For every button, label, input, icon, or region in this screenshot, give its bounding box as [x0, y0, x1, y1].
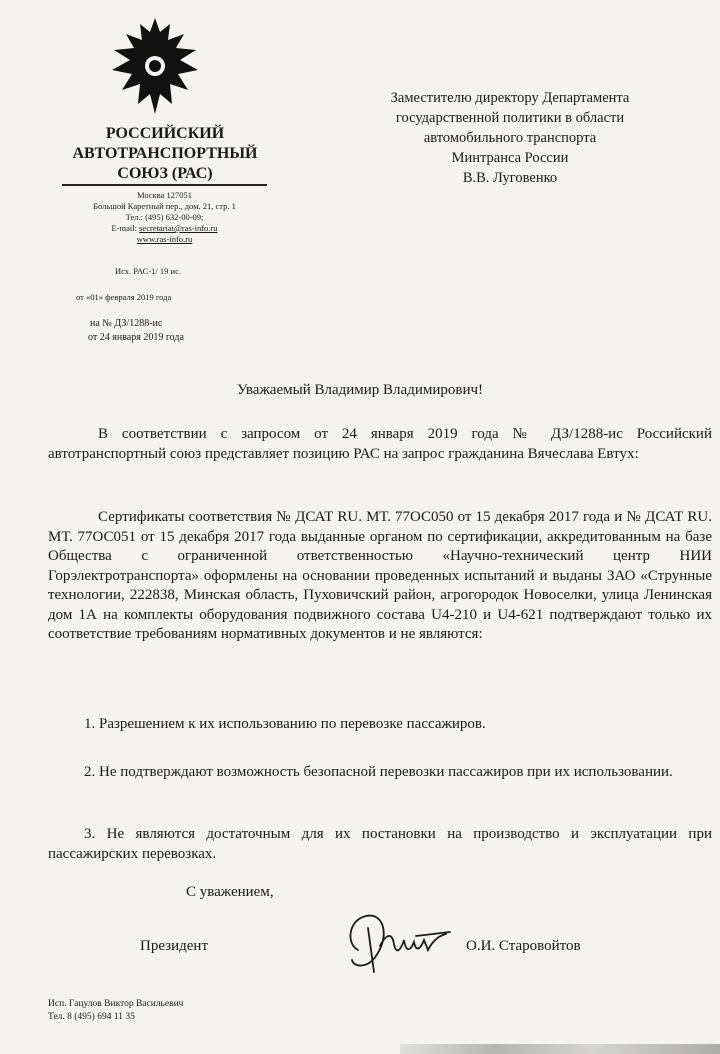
website-link[interactable]: www.ras-info.ru — [136, 234, 193, 244]
recipient-line2: государственной политики в области — [395, 110, 625, 126]
org-name-line1: РОССИЙСКИЙ — [105, 125, 225, 142]
reply-to-number: на № ДЗ/1288-ис — [90, 318, 163, 329]
salutation: Уважаемый Владимир Владимирович! — [236, 382, 484, 398]
outgoing-number: Исх. РАС-1/ 19 ис. — [115, 266, 181, 276]
executor-name: Исп. Гацулов Виктор Васильевич — [48, 999, 184, 1009]
contact-block — [62, 190, 267, 245]
org-name-line3: СОЮЗ (РАС) — [117, 165, 213, 182]
org-name-line2: АВТОТРАНСПОРТНЫЙ — [72, 145, 258, 162]
body-paragraph-1: В соответствии с запросом от 24 января 2019 года № ДЗ/1288-ис Российский автотранспортный союз представляет позицию РАС на запрос гражданина Вячеслава Евтух: — [48, 426, 712, 462]
body-paragraph-2: Сертификаты соответствия № ДСАТ RU. МТ. 77ОС050 от 15 декабря 2017 года и № ДСАТ RU. МТ. 77ОС051 от 15 декабря 2017 года выданные органом по сертификации, аккредитованным на базе Общества с ограниченной ответственностью «Научно-технический центр НИИ Горэлектротранспорта» оформлены на основании проведенных испытаний и выданы ЗАО «Струнные технологии, 222838, Минская область, Пуховичский район, агрогородок Новоселки, улица Ленинская дом 1А на комплекты оборудования подвижного состава U4-210 и U4-621 подтверждают только их соответствие требованиям нормативных документов и не являются: — [48, 509, 712, 642]
email-link[interactable]: secretariat@ras-info.ru — [139, 223, 218, 233]
recipient-line1: Заместителю директору Департамента — [390, 90, 630, 106]
phone: Тел.: (495) 632-00-09; — [125, 212, 204, 222]
list-item: 1. Разрешением к их использованию по перевозке пассажиров. — [84, 716, 486, 732]
email-label: E-mail: — [111, 223, 137, 233]
outgoing-date: от «01» февраля 2019 года — [76, 292, 172, 302]
list-item: 3. Не являются достаточным для их постановки на производство и эксплуатации при пассажирских перевозках. — [48, 826, 712, 862]
recipient-line3: автомобильного транспорта — [423, 130, 597, 146]
address-line2: Большой Каретный пер., дом. 21, стр. 1 — [93, 201, 236, 211]
list-item: 2. Не подтверждают возможность безопасной перевозки пассажиров при их использовании. — [84, 764, 673, 780]
letterhead-divider — [62, 184, 267, 186]
recipient-block — [340, 88, 680, 188]
reply-to-date: от 24 января 2019 года — [88, 332, 184, 343]
closing-regards: С уважением, — [186, 884, 274, 900]
signer-position: Президент — [140, 938, 208, 954]
email-row — [62, 223, 267, 234]
scan-artifact — [400, 1044, 720, 1054]
executor-block — [48, 998, 183, 1024]
recipient-line5: В.В. Луговенко — [462, 170, 558, 186]
signer-name: О.И. Старовойтов — [466, 938, 581, 954]
address-line1: Москва 127051 — [136, 190, 192, 200]
double-headed-eagle-emblem-icon — [100, 14, 210, 124]
organization-name — [60, 124, 270, 184]
recipient-line4: Минтранса России — [451, 150, 569, 166]
executor-phone: Тел. 8 (495) 694 11 35 — [48, 1012, 135, 1022]
handwritten-signature — [340, 906, 460, 978]
